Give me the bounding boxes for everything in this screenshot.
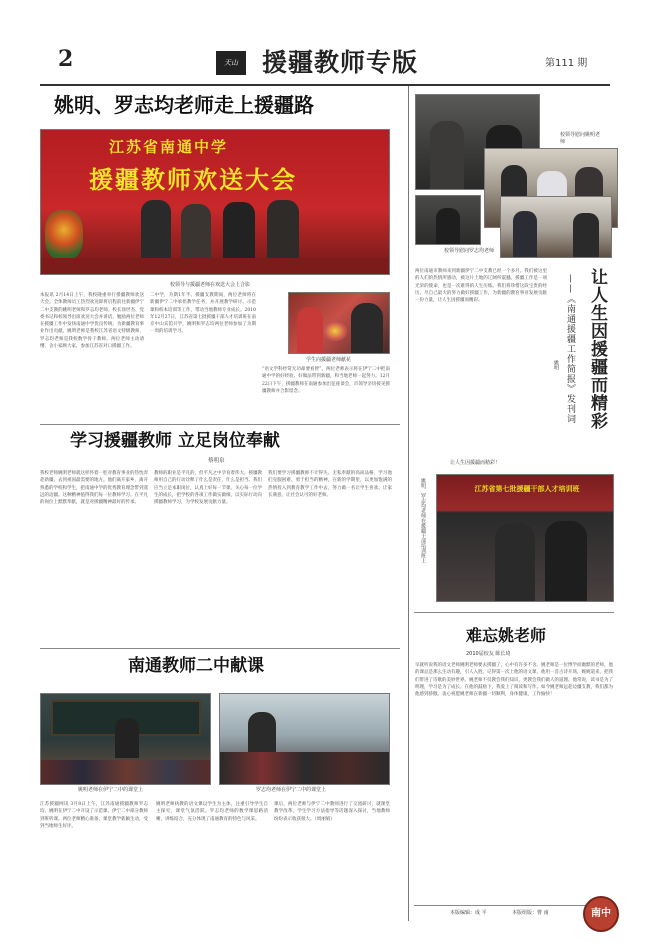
students-row (41, 760, 211, 785)
section-rule (40, 424, 400, 425)
article2-column-2: 教师的职业是平凡的，但平凡之中孕育着伟大。援疆教师用自己的行动诠释了什么是责任，什么是担当。我们应当立足本职岗位，认真上好每一节课，关心每一位学生的成长，把学校的各项工作做实做细，以实际行动向援疆教师学习，为学校发展贡献力量。 (154, 471, 262, 506)
article6-body: 早就听说我的语文老师姚明老师要去援疆了，心中有许多不舍。姚老师是一位博学而幽默的老师，他的课总是那么生动有趣，引人入胜。记得第一次上他的语文课，他用一首古诗开场，娓娓道来，把我们带进了诗歌的美妙世界。姚老师不仅教会我们知识，更教会我们做人的道理。他常说，读书是为了明理，学习是为了成长。在他的鼓励下，我爱上了阅读和写作。如今姚老师远赴边疆支教，我们都为他感到骄傲。衷心祝愿姚老师在新疆一切顺利，身体健康，工作愉快！ (415, 663, 613, 698)
issue-number: 第111 期 (545, 58, 588, 69)
stage-table (41, 258, 390, 275)
person-figure (436, 208, 460, 245)
person-figure (513, 211, 537, 258)
classroom-caption-right: 罗志均老师在伊宁二中的课堂上 (256, 787, 327, 793)
article6-byline: 2010届校友 陈长琦 (466, 651, 511, 657)
person-figure (430, 121, 464, 190)
flower-photo-caption: 学生向援疆老师献花 (306, 357, 352, 363)
training-banner: 江苏省第七批援疆干部人才培训班 (474, 485, 580, 493)
header-title: 援疆教师专版 (262, 48, 419, 77)
article4-title: 让人生因援疆而精彩 (587, 268, 607, 430)
footer-designer: 本版组版：曹 南 (512, 910, 549, 916)
classroom-caption-left: 姚明老师在伊宁二中的课堂上 (78, 787, 144, 793)
flower-decoration (45, 210, 83, 260)
flower-bouquet (323, 321, 347, 341)
students-row (220, 752, 390, 785)
classroom-photo-left (40, 693, 211, 785)
article4-body: 两位南通市教师来到新疆伊宁二中支教已经一个多月。我们被这里的人们的热情所感动，被这片土地的辽阔所震撼。援疆工作是一项光荣的使命，也是一次难得的人生历练。我们将珍惜这段宝贵的经历，尽自己最大的努力做好援疆工作，为新疆的教育事业发展贡献一份力量，让人生因援疆而精彩。 (415, 269, 547, 304)
visit-photo-3 (415, 195, 481, 245)
teacher-figure (351, 303, 383, 354)
article3-column-2: 姚明老师执教的语文课以学生为主体，注重引导学生自主探究，课堂气氛活跃。罗志均老师的数学课思路清晰，讲练结合，充分体现了南通教育的特色与风采。 (156, 802, 268, 822)
flower-presentation-photo (288, 292, 390, 354)
header-logo: 天山 (216, 51, 246, 75)
article1-column-2: 二中学，为期1年半。援疆支教期间，两位老师将在新疆伊宁二中承担教学任务，并开展教学研讨、示范课和校本培训等工作，带动当地教师专业成长。2010年12月27日，江苏省第七批援疆干部人才培训班在南京中山宾馆开学，姚明和罗志均两位老师参加了为期一周的培训学习。 (150, 293, 256, 335)
article1-column-3: “语文学科经常无功却要看智”，两位老师表示将在伊宁二中把南通中学的好经验、好做法带到新疆，和当地老师一起努力。12月22日下午，援疆教师在南通参加出征座谈会，市领导亲切接见援疆教师并合影留念。 (262, 367, 390, 394)
section-rule (414, 612, 614, 613)
training-vertical-caption: 姚明、罗志均老师在援疆干部培训班上 (420, 478, 426, 563)
person-figure (545, 521, 587, 602)
article1-headline: 姚明、罗志均老师走上援疆路 (54, 93, 314, 117)
person-figure (495, 523, 535, 602)
article1-column-1: 本报讯 2月14日上午，我校隆重举行援疆教师欢送大会。全体教师员工热烈欢送即将启程前往新疆伊宁二中支教的姚明老师和罗志均老师。校长徐世杰、党委书记和校领导出席欢送大会并讲话，勉励两位老师在援疆工作中发扬南通中学优良传统，为新疆教育事业作出贡献。姚明老师是我校江苏省语文特级教师，罗志均老师是我校数学骨干教师。两位老师主动请缨，舍小家顾大家，参加江苏省对口援疆工作。 (40, 293, 144, 350)
article2-column-1: 我校老师姚明老师就这样怀着一腔对教育事业的热忱奔赴新疆，去到祖国最需要的地方。他们离开家乡，离开熟悉的学校和学生，把南通中学的优秀教育理念带到遥远的边疆。这种精神值得我们每一位教师学习。在平凡的岗位上默默奉献，就是对援疆精神最好的传承。 (40, 471, 148, 506)
article4-footer: 让人生因援疆而精彩！ (450, 460, 501, 466)
article4-subtitle: ——《南通援疆工作简报》发刊词 (565, 274, 575, 424)
banner-line2: 援疆教师欢送大会 (89, 166, 297, 194)
article2-headline: 学习援疆教师 立足岗位奉献 (70, 431, 280, 451)
student-figure (297, 307, 323, 354)
header-rule (40, 84, 610, 86)
visit-caption-2: 校领导慰问罗志均老师 (444, 248, 495, 254)
teacher-figure (115, 718, 139, 758)
article4-author: 姚明 (553, 360, 559, 370)
visit-photo-4 (500, 196, 612, 258)
article6-headline: 难忘姚老师 (466, 626, 547, 645)
column-divider (408, 86, 409, 921)
farewell-photo-caption: 校领导与援疆老师在欢送大会上合影 (170, 282, 251, 288)
page-number: 2 (58, 46, 74, 72)
footer-editor: 本版编辑：成 平 (450, 910, 487, 916)
article2-column-3: 我们要学习援疆教师不计得失、无私奉献的高尚品格，学习他们克服困难、勇于担当的精神。在新的学期里，以更加饱满的热情投入到教育教学工作中去，努力做一名让学生喜欢、让家长满意、让社会认可的好老师。 (268, 471, 392, 498)
visit-caption-1: 校领导慰问姚明老师 (560, 132, 601, 145)
classroom-photo-right (219, 693, 390, 785)
article2-author: 蔡明泉 (208, 458, 225, 464)
page-header (40, 44, 620, 84)
article3-column-1: 江苏援疆网讯 3月8日上午，江苏南通援疆教师罗志均、姚明在伊宁二中开设了示范课，伊宁二中部分教师到班听课。两位老师精心准备，课堂教学新颖生动，受到当地师生好评。 (40, 802, 148, 829)
school-seal: 南中 (583, 896, 619, 932)
section-rule (40, 648, 400, 649)
banner-line1: 江苏省南通中学 (109, 138, 229, 156)
training-class-photo (436, 474, 614, 602)
farewell-banner-photo (40, 129, 390, 275)
article3-headline: 南通教师二中献课 (128, 656, 264, 676)
article3-column-3: 课后，两位老师与伊宁二中教师进行了交流研讨，就课堂教学改革、学生学习方法指导等话题深入探讨，当地教师纷纷表示收获很大。（周丽娟） (274, 802, 390, 822)
person-figure (573, 213, 599, 258)
